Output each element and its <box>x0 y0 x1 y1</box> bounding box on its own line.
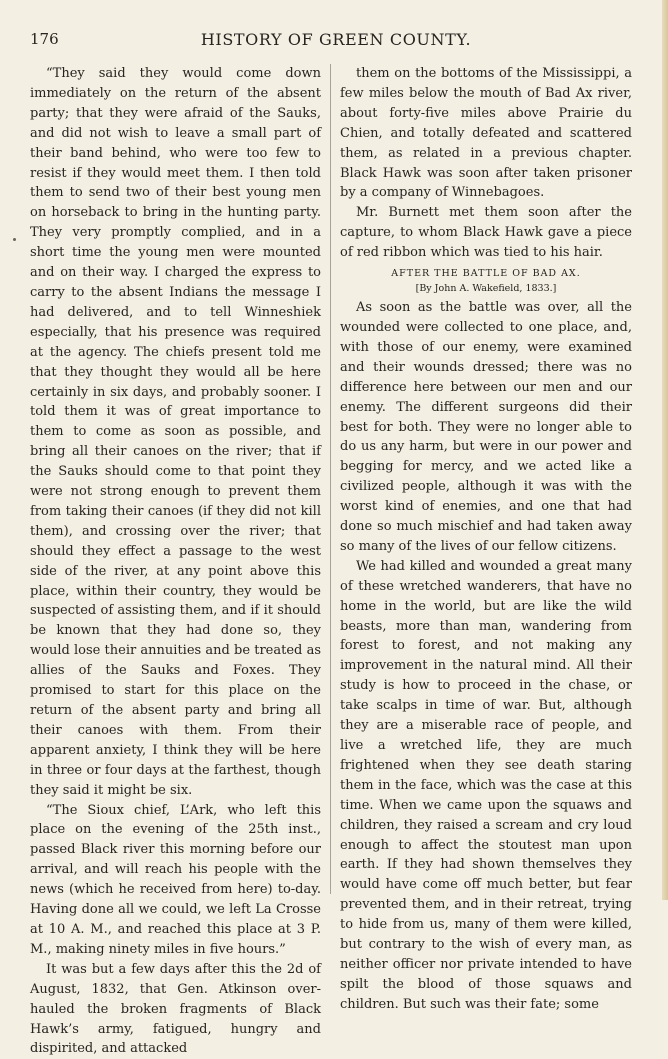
byline: [By John A. Wakefield, 1833.] <box>415 283 557 295</box>
paragraph: Mr. Burnett met them soon after the capture, to whom Black Hawk gave a piece of red ribbon which was tied to his hair. <box>340 205 632 261</box>
paragraph: It was but a few days after this the 2d of August, 1832, that Gen. Atkinson over-hauled the broken fragments of Black Hawk’s army, fatigued, hungry and dispirited, and attacked <box>30 961 321 1057</box>
margin-mark <box>13 238 16 241</box>
paragraph: “The Sioux chief, L’Ark, who left this place on the evening of the 25th inst., passed Black river this morning before our arrival, and will reach his people with the news (which he received from here) to-day. Having done all we could, we left La Crosse at 10 A. M., and reached this place at 3 P. M., making ninety miles in five hours.” <box>30 802 321 957</box>
left-column <box>30 64 321 1059</box>
paragraph: We had killed and wounded a great many of these wretched wanderers, that have no home in the world, but are like the wild beasts, more than man, wandering from forest to forest, and not making any improvement in the natural mind. All their study is how to proceed in the chase, or take scalps in time of war. But, although they are a miserable race of people, and live a wretched life, they are much frightened when they see death staring them in the face, which was the case at this time. When we came upon the squaws and children, they raised a scream and cry loud enough to affect the stoutest man upon earth. If they had shown themselves they would have come off much better, but fear prevented them, and in their retreat, trying to hide from us, many of them were killed, but contrary to the wish of every man, as neither officer nor private intended to have spilt the blood of those squaws and children. But such was their fate; some <box>340 558 632 1012</box>
column-divider <box>330 64 331 894</box>
paragraph: them on the bottoms of the Mississippi, a few miles below the mouth of Bad Ax river, about forty-five miles above Prairie du Chien, and totally defeated and scattered them, as related in a previous chapter. Black Hawk was soon after taken prisoner by a company of Winnebagoes. <box>340 66 632 201</box>
page-header <box>30 30 642 54</box>
paragraph: “They said they would come down immediately on the return of the absent party; that they were afraid of the Sauks, and did not wish to leave a small part of their band behind, who were too few to resist if they would meet them. I then told them to send two of their best young men on horseback to bring in the hunting party. They very promptly complied, and in a short time the young men were mounted and on their way. I charged the express to carry to the absent Indians the message I had delivered, and to tell Winneshiek especially, that his presence was required at the agency. The chiefs present told me that they thought they would all be here certainly in six days, and probably sooner. I told them it was of great importance to them to come as soon as possible, and bring all their canoes on the river; that if the Sauks should come to that point they were not strong enough to prevent them from taking their canoes (if they did not kill them), and crossing over the river; that should they effect a passage to the west side of the river, at any point above this place, within their country, they would be suspected of assisting them, and if it should be known that they had done so, they would lose their annuities and be treated as allies of the Sauks and Foxes. They promised to start for this place on the return of the absent party and bring all their canoes with them. From their apparent anxiety, I think they will be here in three or four days at the farthest, though they said it might be six. <box>30 66 321 798</box>
page-edge <box>662 0 668 900</box>
section-heading: AFTER THE BATTLE OF BAD AX. <box>391 268 581 280</box>
running-title: HISTORY OF GREEN COUNTY. <box>200 30 472 49</box>
page-number: 176 <box>30 30 59 48</box>
right-column <box>340 64 632 1015</box>
paragraph: As soon as the battle was over, all the wounded were collected to one place, and, with those of our enemy, were examined and their wounds dressed; there was no difference here between our men and our enemy. The different surgeons did their best for both. They were no longer able to do us any harm, but were in our power and begging for mercy, and we acted like a civilized people, although it was with the worst kind of enemies, and one that had done so much mischief and had taken away so many of the lives of our fellow citizens. <box>340 300 632 554</box>
